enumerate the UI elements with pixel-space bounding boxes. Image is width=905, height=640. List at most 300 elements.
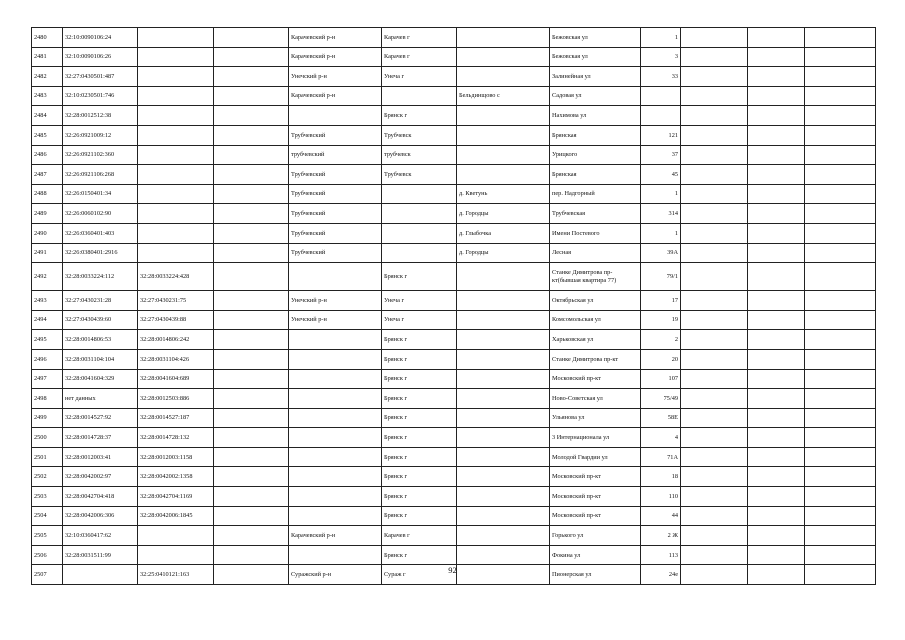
city: Брянск г xyxy=(382,389,457,409)
street: пер. Надгорный xyxy=(550,184,641,204)
settlement xyxy=(457,145,550,165)
city: Брянск г xyxy=(382,467,457,487)
empty-cell xyxy=(681,165,748,185)
empty-cell xyxy=(214,467,289,487)
district: Карачевский р-н xyxy=(289,526,382,546)
empty-cell xyxy=(214,165,289,185)
street: Залинейная ул xyxy=(550,67,641,87)
row-number: 2491 xyxy=(32,243,63,263)
empty-cell xyxy=(748,263,805,291)
cadastral-number-premises: 32:28:0042002:1358 xyxy=(138,467,214,487)
row-number: 2484 xyxy=(32,106,63,126)
empty-cell xyxy=(748,526,805,546)
table-row xyxy=(32,526,876,546)
settlement xyxy=(457,263,550,291)
street: Бежовская ул xyxy=(550,28,641,48)
row-number: 2497 xyxy=(32,369,63,389)
street: Имени Постевого xyxy=(550,223,641,243)
cadastral-number: 32:28:0042704:418 xyxy=(63,487,138,507)
cadastral-number-premises: 32:28:0014527:187 xyxy=(138,408,214,428)
cadastral-number: 32:28:0041604:329 xyxy=(63,369,138,389)
empty-cell xyxy=(214,506,289,526)
empty-cell xyxy=(214,330,289,350)
table-row xyxy=(32,223,876,243)
empty-cell xyxy=(748,310,805,330)
empty-cell xyxy=(214,408,289,428)
district: Трубчевский xyxy=(289,125,382,145)
house-number: 45 xyxy=(641,165,681,185)
cadastral-number: 32:27:0430231:28 xyxy=(63,291,138,311)
row-number: 2507 xyxy=(32,565,63,585)
table-row xyxy=(32,263,876,291)
row-number: 2502 xyxy=(32,467,63,487)
empty-cell xyxy=(748,86,805,106)
house-number: 20 xyxy=(641,349,681,369)
street: Октябрьская ул xyxy=(550,291,641,311)
empty-cell xyxy=(214,243,289,263)
house-number: 113 xyxy=(641,545,681,565)
settlement xyxy=(457,526,550,546)
table-row xyxy=(32,369,876,389)
house-number: 121 xyxy=(641,125,681,145)
house-number: 1 xyxy=(641,223,681,243)
house-number xyxy=(641,106,681,126)
house-number: 3 xyxy=(641,47,681,67)
house-number: 24е xyxy=(641,565,681,585)
row-number: 2504 xyxy=(32,506,63,526)
empty-cell xyxy=(805,67,876,87)
cadastral-number-premises: 32:28:0012003:1158 xyxy=(138,447,214,467)
cadastral-number-premises: 32:25:0410121:163 xyxy=(138,565,214,585)
empty-cell xyxy=(681,428,748,448)
register-sheet xyxy=(31,27,875,585)
city xyxy=(382,184,457,204)
empty-cell xyxy=(681,223,748,243)
cadastral-number-premises xyxy=(138,106,214,126)
cadastral-number: 32:27:0430501:487 xyxy=(63,67,138,87)
empty-cell xyxy=(748,106,805,126)
street: Московский пр-кт xyxy=(550,369,641,389)
cadastral-number: 32:10:0230501:746 xyxy=(63,86,138,106)
house-number: 2 xyxy=(641,330,681,350)
street: Пионерская ул xyxy=(550,565,641,585)
empty-cell xyxy=(214,545,289,565)
city: Брянск г xyxy=(382,487,457,507)
row-number: 2480 xyxy=(32,28,63,48)
cadastral-number: 32:26:0150401:34 xyxy=(63,184,138,204)
street: 3 Интернационала ул xyxy=(550,428,641,448)
empty-cell xyxy=(681,487,748,507)
row-number: 2482 xyxy=(32,67,63,87)
table-row xyxy=(32,467,876,487)
city xyxy=(382,223,457,243)
cadastral-number: 32:28:0031511:99 xyxy=(63,545,138,565)
house-number: 1 xyxy=(641,184,681,204)
settlement xyxy=(457,106,550,126)
city: Брянск г xyxy=(382,506,457,526)
city: Карачев г xyxy=(382,47,457,67)
empty-cell xyxy=(681,369,748,389)
settlement xyxy=(457,369,550,389)
cadastral-number-premises xyxy=(138,67,214,87)
cadastral-number: 32:28:0033224:112 xyxy=(63,263,138,291)
city: Унеча г xyxy=(382,310,457,330)
district: Карачевский р-н xyxy=(289,86,382,106)
empty-cell xyxy=(748,291,805,311)
cadastral-number: 32:28:0031104:104 xyxy=(63,349,138,369)
empty-cell xyxy=(805,506,876,526)
row-number: 2490 xyxy=(32,223,63,243)
table-row xyxy=(32,428,876,448)
empty-cell xyxy=(805,106,876,126)
district xyxy=(289,447,382,467)
house-number: 17 xyxy=(641,291,681,311)
empty-cell xyxy=(214,389,289,409)
cadastral-number: 32:27:0430439:60 xyxy=(63,310,138,330)
empty-cell xyxy=(748,467,805,487)
empty-cell xyxy=(214,28,289,48)
empty-cell xyxy=(681,86,748,106)
city: Брянск г xyxy=(382,263,457,291)
table-row xyxy=(32,330,876,350)
district: Карачевский р-н xyxy=(289,28,382,48)
empty-cell xyxy=(748,204,805,224)
empty-cell xyxy=(214,310,289,330)
empty-cell xyxy=(805,408,876,428)
settlement xyxy=(457,487,550,507)
empty-cell xyxy=(805,310,876,330)
house-number: 33 xyxy=(641,67,681,87)
empty-cell xyxy=(214,487,289,507)
row-number: 2486 xyxy=(32,145,63,165)
empty-cell xyxy=(748,545,805,565)
empty-cell xyxy=(214,349,289,369)
settlement xyxy=(457,467,550,487)
table-body xyxy=(32,28,876,585)
empty-cell xyxy=(805,223,876,243)
empty-cell xyxy=(805,545,876,565)
house-number: 75/49 xyxy=(641,389,681,409)
empty-cell xyxy=(681,106,748,126)
empty-cell xyxy=(748,428,805,448)
city: Брянск г xyxy=(382,106,457,126)
district xyxy=(289,106,382,126)
empty-cell xyxy=(748,330,805,350)
empty-cell xyxy=(214,106,289,126)
table-row xyxy=(32,389,876,409)
table-row xyxy=(32,86,876,106)
cadastral-number-premises xyxy=(138,526,214,546)
district xyxy=(289,506,382,526)
row-number: 2500 xyxy=(32,428,63,448)
city: Брянск г xyxy=(382,545,457,565)
empty-cell xyxy=(805,145,876,165)
district xyxy=(289,408,382,428)
district xyxy=(289,428,382,448)
settlement xyxy=(457,330,550,350)
district: Суражский р-н xyxy=(289,565,382,585)
cadastral-number-premises: 32:28:0012503:886 xyxy=(138,389,214,409)
district: Карачевский р-н xyxy=(289,47,382,67)
settlement xyxy=(457,389,550,409)
row-number: 2499 xyxy=(32,408,63,428)
empty-cell xyxy=(214,86,289,106)
settlement xyxy=(457,408,550,428)
empty-cell xyxy=(748,223,805,243)
city: Карачев г xyxy=(382,526,457,546)
empty-cell xyxy=(681,263,748,291)
table-row xyxy=(32,545,876,565)
district xyxy=(289,330,382,350)
district xyxy=(289,545,382,565)
empty-cell xyxy=(681,310,748,330)
empty-cell xyxy=(214,291,289,311)
row-number: 2481 xyxy=(32,47,63,67)
empty-cell xyxy=(805,428,876,448)
cadastral-number-premises: 32:28:0014728:132 xyxy=(138,428,214,448)
settlement xyxy=(457,428,550,448)
cadastral-number: 32:28:0042006:306 xyxy=(63,506,138,526)
street: Харьковская ул xyxy=(550,330,641,350)
house-number: 2 Ж xyxy=(641,526,681,546)
settlement xyxy=(457,310,550,330)
street: Ново-Советская ул xyxy=(550,389,641,409)
street: Комсомольская ул xyxy=(550,310,641,330)
district xyxy=(289,487,382,507)
empty-cell xyxy=(681,291,748,311)
street: Станке Димитрова пр-кт(бывшая квартира 77) xyxy=(550,263,641,291)
cadastral-number: 32:26:0921106:268 xyxy=(63,165,138,185)
empty-cell xyxy=(748,447,805,467)
cadastral-number-premises xyxy=(138,145,214,165)
city: Брянск г xyxy=(382,369,457,389)
empty-cell xyxy=(214,223,289,243)
cadastral-number: 32:28:0012512:38 xyxy=(63,106,138,126)
empty-cell xyxy=(681,145,748,165)
empty-cell xyxy=(681,408,748,428)
cadastral-number: 32:28:0012003:41 xyxy=(63,447,138,467)
row-number: 2495 xyxy=(32,330,63,350)
empty-cell xyxy=(805,125,876,145)
empty-cell xyxy=(748,184,805,204)
empty-cell xyxy=(214,204,289,224)
district xyxy=(289,389,382,409)
table-row xyxy=(32,125,876,145)
house-number: 314 xyxy=(641,204,681,224)
table-row xyxy=(32,349,876,369)
cadastral-number-premises xyxy=(138,28,214,48)
district: Трубчевский xyxy=(289,184,382,204)
city: Сураж г xyxy=(382,565,457,585)
empty-cell xyxy=(805,447,876,467)
empty-cell xyxy=(681,204,748,224)
table-row xyxy=(32,106,876,126)
city: Брянск г xyxy=(382,447,457,467)
street: Ульянова ул xyxy=(550,408,641,428)
district: Унечский р-н xyxy=(289,291,382,311)
row-number: 2498 xyxy=(32,389,63,409)
row-number: 2503 xyxy=(32,487,63,507)
cadastral-number: 32:28:0042002:97 xyxy=(63,467,138,487)
house-number: 18 xyxy=(641,467,681,487)
table-row xyxy=(32,447,876,467)
table-row xyxy=(32,310,876,330)
cadastral-number: нет данных xyxy=(63,389,138,409)
settlement xyxy=(457,165,550,185)
city: Брянск г xyxy=(382,349,457,369)
street: Московский пр-кт xyxy=(550,506,641,526)
settlement: д. Городцы xyxy=(457,204,550,224)
street: Садовая ул xyxy=(550,86,641,106)
cadastral-number-premises xyxy=(138,86,214,106)
settlement xyxy=(457,28,550,48)
cadastral-number-premises xyxy=(138,223,214,243)
district xyxy=(289,349,382,369)
cadastral-number: 32:26:0921009:12 xyxy=(63,125,138,145)
street: Фокина ул xyxy=(550,545,641,565)
table-row xyxy=(32,67,876,87)
empty-cell xyxy=(681,47,748,67)
row-number: 2506 xyxy=(32,545,63,565)
district: Трубчевский xyxy=(289,204,382,224)
cadastral-number-premises: 32:28:0041604:689 xyxy=(138,369,214,389)
cadastral-number-premises xyxy=(138,204,214,224)
empty-cell xyxy=(748,125,805,145)
table-row xyxy=(32,408,876,428)
settlement: д. Городцы xyxy=(457,243,550,263)
table-row xyxy=(32,487,876,507)
house-number: 19 xyxy=(641,310,681,330)
settlement xyxy=(457,545,550,565)
cadastral-number-premises xyxy=(138,545,214,565)
district xyxy=(289,369,382,389)
empty-cell xyxy=(681,467,748,487)
row-number: 2496 xyxy=(32,349,63,369)
cadastral-number: 32:10:0090106:26 xyxy=(63,47,138,67)
cadastral-number-premises xyxy=(138,184,214,204)
house-number: 44 xyxy=(641,506,681,526)
city: Брянск г xyxy=(382,408,457,428)
house-number: 37 xyxy=(641,145,681,165)
table-row xyxy=(32,184,876,204)
empty-cell xyxy=(681,526,748,546)
empty-cell xyxy=(805,204,876,224)
district xyxy=(289,263,382,291)
empty-cell xyxy=(681,389,748,409)
empty-cell xyxy=(681,28,748,48)
cadastral-number: 32:26:0060102:90 xyxy=(63,204,138,224)
empty-cell xyxy=(805,330,876,350)
street: Горького ул xyxy=(550,526,641,546)
cadastral-number: 32:26:0380401:2916 xyxy=(63,243,138,263)
cadastral-number: 32:26:0360401:403 xyxy=(63,223,138,243)
cadastral-number-premises: 32:28:0014806:242 xyxy=(138,330,214,350)
house-number: 58Е xyxy=(641,408,681,428)
empty-cell xyxy=(805,369,876,389)
settlement xyxy=(457,47,550,67)
city xyxy=(382,86,457,106)
street: Московский пр-кт xyxy=(550,487,641,507)
cadastral-number: 32:10:0090106:24 xyxy=(63,28,138,48)
cadastral-number-premises xyxy=(138,125,214,145)
cadastral-number: 32:28:0014806:53 xyxy=(63,330,138,350)
city: Карачев г xyxy=(382,28,457,48)
empty-cell xyxy=(748,369,805,389)
empty-cell xyxy=(214,125,289,145)
table-row xyxy=(32,506,876,526)
row-number: 2487 xyxy=(32,165,63,185)
city xyxy=(382,204,457,224)
empty-cell xyxy=(805,47,876,67)
cadastral-number-premises: 32:27:0430439:88 xyxy=(138,310,214,330)
cadastral-number: 32:28:0014728:37 xyxy=(63,428,138,448)
settlement: Бельдинщово с xyxy=(457,86,550,106)
cadastral-number-premises xyxy=(138,47,214,67)
cadastral-number: 32:28:0014527:92 xyxy=(63,408,138,428)
empty-cell xyxy=(805,184,876,204)
city: Брянск г xyxy=(382,330,457,350)
empty-cell xyxy=(748,28,805,48)
empty-cell xyxy=(748,145,805,165)
row-number: 2488 xyxy=(32,184,63,204)
district xyxy=(289,467,382,487)
empty-cell xyxy=(681,125,748,145)
street: Московский пр-кт xyxy=(550,467,641,487)
settlement: д. Глыбочка xyxy=(457,223,550,243)
empty-cell xyxy=(748,487,805,507)
street: Бежовская ул xyxy=(550,47,641,67)
district: трубчевский xyxy=(289,145,382,165)
page-number: 92 xyxy=(448,565,457,575)
empty-cell xyxy=(805,389,876,409)
street: Молодой Гвардии ул xyxy=(550,447,641,467)
house-number: 110 xyxy=(641,487,681,507)
table-row xyxy=(32,145,876,165)
house-number xyxy=(641,86,681,106)
cadastral-number: 32:10:0360417:62 xyxy=(63,526,138,546)
empty-cell xyxy=(805,349,876,369)
empty-cell xyxy=(681,506,748,526)
cadastral-number-premises: 32:28:0031104:426 xyxy=(138,349,214,369)
settlement xyxy=(457,125,550,145)
table-row xyxy=(32,291,876,311)
settlement xyxy=(457,447,550,467)
row-number: 2501 xyxy=(32,447,63,467)
street: Урицкого xyxy=(550,145,641,165)
empty-cell xyxy=(681,243,748,263)
empty-cell xyxy=(805,243,876,263)
district: Трубчевский xyxy=(289,223,382,243)
empty-cell xyxy=(748,349,805,369)
house-number: 71А xyxy=(641,447,681,467)
cadastral-number-premises: 32:28:0042704:1169 xyxy=(138,487,214,507)
cadastral-number-premises: 32:27:0430231:75 xyxy=(138,291,214,311)
empty-cell xyxy=(748,67,805,87)
empty-cell xyxy=(214,47,289,67)
empty-cell xyxy=(214,145,289,165)
table-row xyxy=(32,204,876,224)
district: Трубчевский xyxy=(289,165,382,185)
empty-cell xyxy=(748,47,805,67)
city: Трубчевск xyxy=(382,125,457,145)
empty-cell xyxy=(805,526,876,546)
empty-cell xyxy=(214,447,289,467)
empty-cell xyxy=(805,263,876,291)
empty-cell xyxy=(214,369,289,389)
empty-cell xyxy=(214,184,289,204)
house-number: 39А xyxy=(641,243,681,263)
empty-cell xyxy=(681,330,748,350)
